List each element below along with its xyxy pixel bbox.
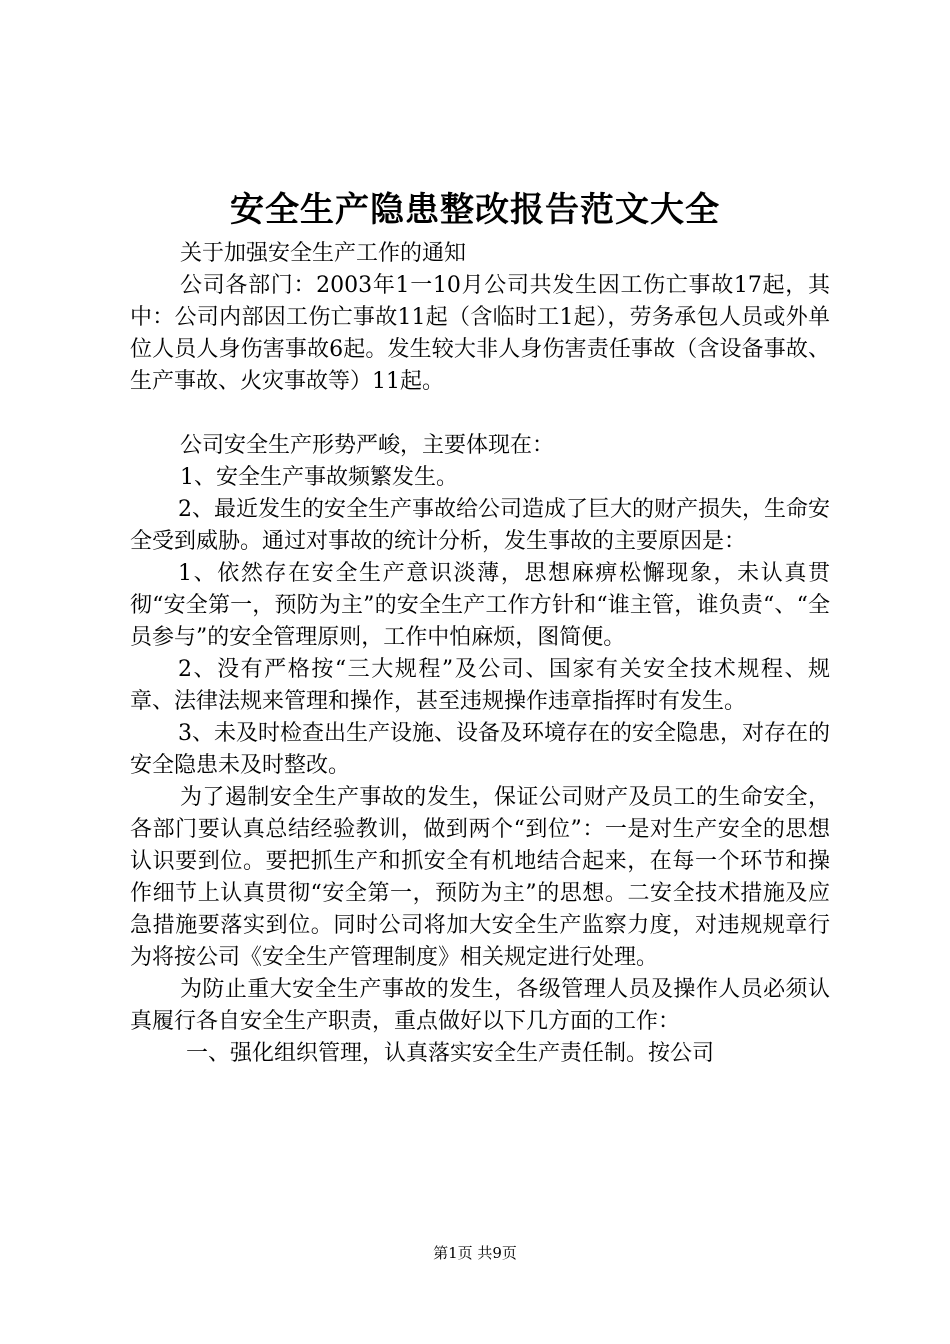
paragraph-cause-3: 3、未及时检查出生产设施、设备及环境存在的安全隐患，对存在的安全隐患未及时整改。	[130, 721, 830, 778]
paragraph-cause-2: 2、没有严格按“三大规程”及公司、国家有关安全技术规程、规章、法律法规来管理和操作，甚至违规操作违章指挥时有发生。	[130, 657, 830, 714]
page-footer: 第1页 共9页	[433, 1244, 517, 1262]
document-title: 安全生产隐患整改报告范文大全	[230, 190, 720, 230]
paragraph-point-2: 2、最近发生的安全生产事故给公司造成了巨大的财产损失，生命安全受到威胁。通过对事故的统计分析，发生事故的主要原因是：	[130, 497, 830, 554]
paragraph-measures: 为了遏制安全生产事故的发生，保证公司财产及员工的生命安全，各部门要认真总结经验教训，做到两个“到位”：一是对生产安全的思想认识要到位。要把抓生产和抓安全有机地结合起来，在每一个环节和操作细节上认真贯彻“安全第一，预防为主”的思想。二安全技术措施及应急措施要落实到位。同时公司将加大安全生产监察力度，对违规规章行为将按公司《安全生产管理制度》相关规定进行处理。	[130, 785, 830, 970]
paragraph-section-one: 一、强化组织管理，认真落实安全生产责任制。按公司	[186, 1041, 715, 1066]
paragraph-point-1: 1、安全生产事故频繁发生。	[180, 465, 458, 490]
paragraph-notice-heading: 关于加强安全生产工作的通知	[180, 241, 467, 266]
paragraph-accident-summary: 公司各部门：2003年1一10月公司共发生因工伤亡事故17起，其中：公司内部因工伤亡事故11起（含临时工1起），劳务承包人员或外单位人员人身伤害事故6起。发生较大非人身伤害责任事故（含设备事故、生产事故、火灾事故等）11起。	[130, 273, 830, 394]
paragraph-responsibilities: 为防止重大安全生产事故的发生，各级管理人员及操作人员必须认真履行各自安全生产职责，重点做好以下几方面的工作：	[130, 977, 830, 1034]
document-body	[130, 238, 830, 1070]
paragraph-cause-1: 1、依然存在安全生产意识淡薄，思想麻痹松懈现象，未认真贯彻“安全第一，预防为主”的安全生产工作方针和“谁主管，谁负责“、“全员参与”的安全管理原则，工作中怕麻烦，图简便。	[130, 561, 830, 650]
paragraph-situation-intro: 公司安全生产形势严峻，主要体现在：	[180, 433, 555, 458]
